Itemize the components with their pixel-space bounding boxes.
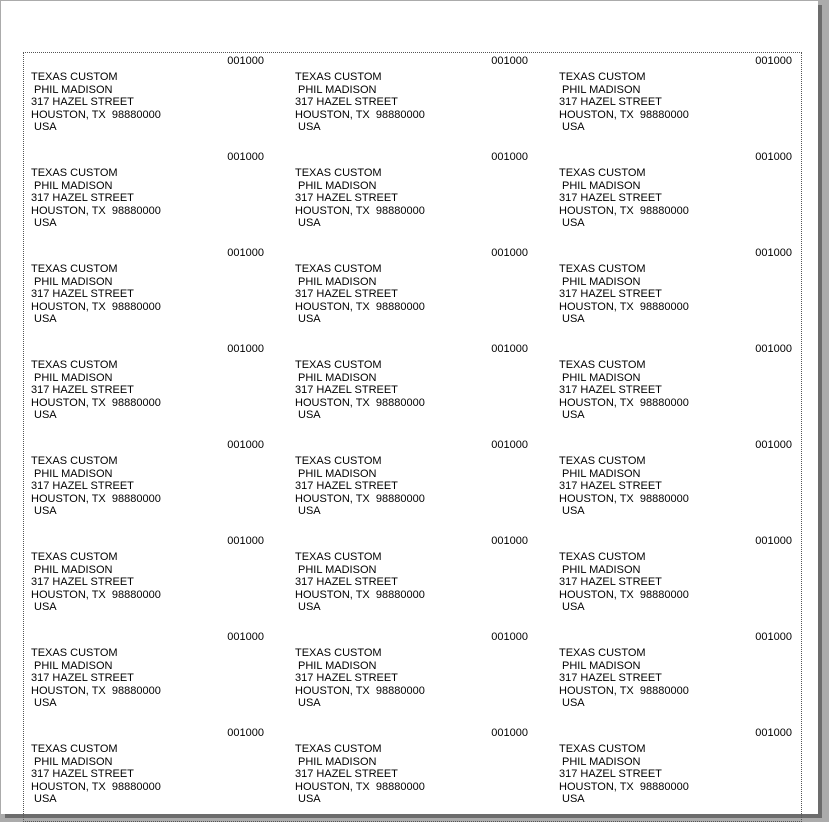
label-code: 001000 <box>491 631 528 643</box>
label-street: 317 HAZEL STREET <box>295 192 398 204</box>
label-code: 001000 <box>227 631 264 643</box>
label-address-block <box>31 263 161 326</box>
mailing-label <box>289 435 553 531</box>
label-country: USA <box>34 217 57 229</box>
label-city-line: HOUSTON, TX 98880000 <box>559 396 689 409</box>
label-street: 317 HAZEL STREET <box>295 384 398 396</box>
print-preview-page <box>1 1 818 814</box>
label-code: 001000 <box>755 439 792 451</box>
label-company: TEXAS CUSTOM <box>31 743 118 755</box>
label-code: 001000 <box>755 631 792 643</box>
label-contact: PHIL MADISON <box>34 83 113 96</box>
label-street: 317 HAZEL STREET <box>559 672 662 684</box>
label-country: USA <box>298 505 321 517</box>
label-city-line: HOUSTON, TX 98880000 <box>559 204 689 217</box>
label-country: USA <box>562 409 585 421</box>
label-city-line: HOUSTON, TX 98880000 <box>31 684 161 697</box>
label-contact: PHIL MADISON <box>562 467 641 480</box>
label-street: 317 HAZEL STREET <box>31 480 134 492</box>
label-contact: PHIL MADISON <box>562 179 641 192</box>
label-contact: PHIL MADISON <box>562 563 641 576</box>
label-address-block <box>295 359 425 422</box>
label-country: USA <box>562 217 585 229</box>
mailing-label <box>553 435 817 531</box>
label-code: 001000 <box>227 727 264 739</box>
label-address-block <box>31 743 161 806</box>
label-street: 317 HAZEL STREET <box>559 576 662 588</box>
label-company: TEXAS CUSTOM <box>559 455 646 467</box>
mailing-label <box>25 435 289 531</box>
label-code: 001000 <box>755 535 792 547</box>
mailing-label <box>289 723 553 819</box>
label-code: 001000 <box>227 151 264 163</box>
label-street: 317 HAZEL STREET <box>559 768 662 780</box>
label-city-line: HOUSTON, TX 98880000 <box>559 684 689 697</box>
label-company: TEXAS CUSTOM <box>559 71 646 83</box>
label-street: 317 HAZEL STREET <box>559 192 662 204</box>
label-country: USA <box>34 313 57 325</box>
label-contact: PHIL MADISON <box>562 275 641 288</box>
label-city-line: HOUSTON, TX 98880000 <box>31 204 161 217</box>
mailing-label <box>289 243 553 339</box>
label-contact: PHIL MADISON <box>34 755 113 768</box>
label-address-block <box>295 167 425 230</box>
label-company: TEXAS CUSTOM <box>31 167 118 179</box>
label-country: USA <box>34 697 57 709</box>
label-company: TEXAS CUSTOM <box>295 359 382 371</box>
label-street: 317 HAZEL STREET <box>559 96 662 108</box>
label-city-line: HOUSTON, TX 98880000 <box>31 108 161 121</box>
label-code: 001000 <box>227 439 264 451</box>
label-address-block <box>559 167 689 230</box>
label-street: 317 HAZEL STREET <box>295 96 398 108</box>
label-company: TEXAS CUSTOM <box>31 263 118 275</box>
label-contact: PHIL MADISON <box>34 179 113 192</box>
mailing-label <box>289 147 553 243</box>
label-street: 317 HAZEL STREET <box>31 672 134 684</box>
label-company: TEXAS CUSTOM <box>295 743 382 755</box>
label-street: 317 HAZEL STREET <box>295 288 398 300</box>
label-code: 001000 <box>491 343 528 355</box>
label-country: USA <box>562 793 585 805</box>
label-country: USA <box>562 697 585 709</box>
label-company: TEXAS CUSTOM <box>559 551 646 563</box>
label-code: 001000 <box>755 727 792 739</box>
label-code: 001000 <box>227 247 264 259</box>
label-street: 317 HAZEL STREET <box>559 480 662 492</box>
label-address-block <box>559 359 689 422</box>
label-code: 001000 <box>491 439 528 451</box>
mailing-label <box>25 339 289 435</box>
label-street: 317 HAZEL STREET <box>295 768 398 780</box>
label-country: USA <box>34 121 57 133</box>
label-address-block <box>559 743 689 806</box>
label-company: TEXAS CUSTOM <box>559 359 646 371</box>
label-country: USA <box>562 121 585 133</box>
label-code: 001000 <box>227 343 264 355</box>
label-code: 001000 <box>491 535 528 547</box>
label-code: 001000 <box>491 247 528 259</box>
label-city-line: HOUSTON, TX 98880000 <box>559 108 689 121</box>
label-contact: PHIL MADISON <box>562 371 641 384</box>
mailing-label <box>553 627 817 723</box>
label-code: 001000 <box>227 55 264 67</box>
label-address-block <box>559 263 689 326</box>
label-address-block <box>31 455 161 518</box>
label-contact: PHIL MADISON <box>562 659 641 672</box>
label-street: 317 HAZEL STREET <box>559 288 662 300</box>
label-company: TEXAS CUSTOM <box>559 263 646 275</box>
label-company: TEXAS CUSTOM <box>559 167 646 179</box>
mailing-label <box>25 531 289 627</box>
mailing-label <box>25 147 289 243</box>
label-contact: PHIL MADISON <box>298 275 377 288</box>
label-city-line: HOUSTON, TX 98880000 <box>31 396 161 409</box>
mailing-label <box>553 147 817 243</box>
label-contact: PHIL MADISON <box>34 275 113 288</box>
label-address-block <box>559 551 689 614</box>
label-address-block <box>295 263 425 326</box>
label-street: 317 HAZEL STREET <box>31 576 134 588</box>
label-address-block <box>31 647 161 710</box>
label-code: 001000 <box>755 151 792 163</box>
label-company: TEXAS CUSTOM <box>31 359 118 371</box>
label-country: USA <box>562 505 585 517</box>
label-street: 317 HAZEL STREET <box>31 96 134 108</box>
label-address-block <box>31 551 161 614</box>
label-street: 317 HAZEL STREET <box>295 576 398 588</box>
label-company: TEXAS CUSTOM <box>31 551 118 563</box>
label-address-block <box>559 647 689 710</box>
label-country: USA <box>298 313 321 325</box>
label-country: USA <box>298 121 321 133</box>
label-city-line: HOUSTON, TX 98880000 <box>295 684 425 697</box>
label-code: 001000 <box>755 343 792 355</box>
mailing-label <box>553 243 817 339</box>
label-address-block <box>295 647 425 710</box>
label-address-block <box>295 551 425 614</box>
label-company: TEXAS CUSTOM <box>559 743 646 755</box>
label-code: 001000 <box>755 55 792 67</box>
label-country: USA <box>298 697 321 709</box>
mailing-label <box>25 627 289 723</box>
label-address-block <box>31 359 161 422</box>
label-company: TEXAS CUSTOM <box>295 551 382 563</box>
label-city-line: HOUSTON, TX 98880000 <box>295 780 425 793</box>
label-contact: PHIL MADISON <box>298 755 377 768</box>
label-country: USA <box>298 793 321 805</box>
mailing-label <box>289 339 553 435</box>
label-city-line: HOUSTON, TX 98880000 <box>295 204 425 217</box>
label-city-line: HOUSTON, TX 98880000 <box>31 780 161 793</box>
label-city-line: HOUSTON, TX 98880000 <box>559 492 689 505</box>
label-company: TEXAS CUSTOM <box>295 455 382 467</box>
label-city-line: HOUSTON, TX 98880000 <box>295 588 425 601</box>
label-address-block <box>31 167 161 230</box>
label-contact: PHIL MADISON <box>562 83 641 96</box>
label-street: 317 HAZEL STREET <box>31 288 134 300</box>
mailing-label <box>25 243 289 339</box>
label-contact: PHIL MADISON <box>298 467 377 480</box>
label-country: USA <box>298 409 321 421</box>
label-city-line: HOUSTON, TX 98880000 <box>295 108 425 121</box>
label-city-line: HOUSTON, TX 98880000 <box>559 300 689 313</box>
label-street: 317 HAZEL STREET <box>559 384 662 396</box>
mailing-label <box>25 723 289 819</box>
label-code: 001000 <box>755 247 792 259</box>
label-street: 317 HAZEL STREET <box>295 480 398 492</box>
mailing-label <box>25 51 289 147</box>
label-address-block <box>295 455 425 518</box>
label-grid <box>25 51 801 819</box>
label-contact: PHIL MADISON <box>298 563 377 576</box>
label-code: 001000 <box>491 151 528 163</box>
label-code: 001000 <box>491 55 528 67</box>
label-contact: PHIL MADISON <box>298 179 377 192</box>
label-address-block <box>295 743 425 806</box>
label-street: 317 HAZEL STREET <box>31 384 134 396</box>
label-contact: PHIL MADISON <box>562 755 641 768</box>
label-country: USA <box>562 601 585 613</box>
mailing-label <box>289 51 553 147</box>
label-country: USA <box>298 217 321 229</box>
label-address-block <box>559 455 689 518</box>
label-company: TEXAS CUSTOM <box>31 455 118 467</box>
label-company: TEXAS CUSTOM <box>295 647 382 659</box>
label-city-line: HOUSTON, TX 98880000 <box>31 588 161 601</box>
label-code: 001000 <box>227 535 264 547</box>
label-country: USA <box>34 601 57 613</box>
label-city-line: HOUSTON, TX 98880000 <box>295 492 425 505</box>
label-city-line: HOUSTON, TX 98880000 <box>295 300 425 313</box>
label-address-block <box>31 71 161 134</box>
label-address-block <box>559 71 689 134</box>
label-city-line: HOUSTON, TX 98880000 <box>31 300 161 313</box>
label-contact: PHIL MADISON <box>34 659 113 672</box>
label-contact: PHIL MADISON <box>34 371 113 384</box>
mailing-label <box>553 339 817 435</box>
mailing-label <box>553 51 817 147</box>
label-contact: PHIL MADISON <box>298 371 377 384</box>
mailing-label <box>289 531 553 627</box>
label-street: 317 HAZEL STREET <box>31 192 134 204</box>
label-company: TEXAS CUSTOM <box>559 647 646 659</box>
label-code: 001000 <box>491 727 528 739</box>
mailing-label <box>289 627 553 723</box>
label-company: TEXAS CUSTOM <box>31 647 118 659</box>
label-contact: PHIL MADISON <box>34 563 113 576</box>
label-street: 317 HAZEL STREET <box>295 672 398 684</box>
label-company: TEXAS CUSTOM <box>31 71 118 83</box>
label-country: USA <box>34 505 57 517</box>
label-city-line: HOUSTON, TX 98880000 <box>559 588 689 601</box>
label-contact: PHIL MADISON <box>298 659 377 672</box>
mailing-label <box>553 723 817 819</box>
label-address-block <box>295 71 425 134</box>
label-country: USA <box>34 409 57 421</box>
label-city-line: HOUSTON, TX 98880000 <box>559 780 689 793</box>
label-city-line: HOUSTON, TX 98880000 <box>295 396 425 409</box>
label-country: USA <box>34 793 57 805</box>
label-street: 317 HAZEL STREET <box>31 768 134 780</box>
label-city-line: HOUSTON, TX 98880000 <box>31 492 161 505</box>
label-company: TEXAS CUSTOM <box>295 263 382 275</box>
mailing-label <box>553 531 817 627</box>
label-contact: PHIL MADISON <box>34 467 113 480</box>
label-country: USA <box>562 313 585 325</box>
label-contact: PHIL MADISON <box>298 83 377 96</box>
label-company: TEXAS CUSTOM <box>295 167 382 179</box>
label-country: USA <box>298 601 321 613</box>
label-company: TEXAS CUSTOM <box>295 71 382 83</box>
